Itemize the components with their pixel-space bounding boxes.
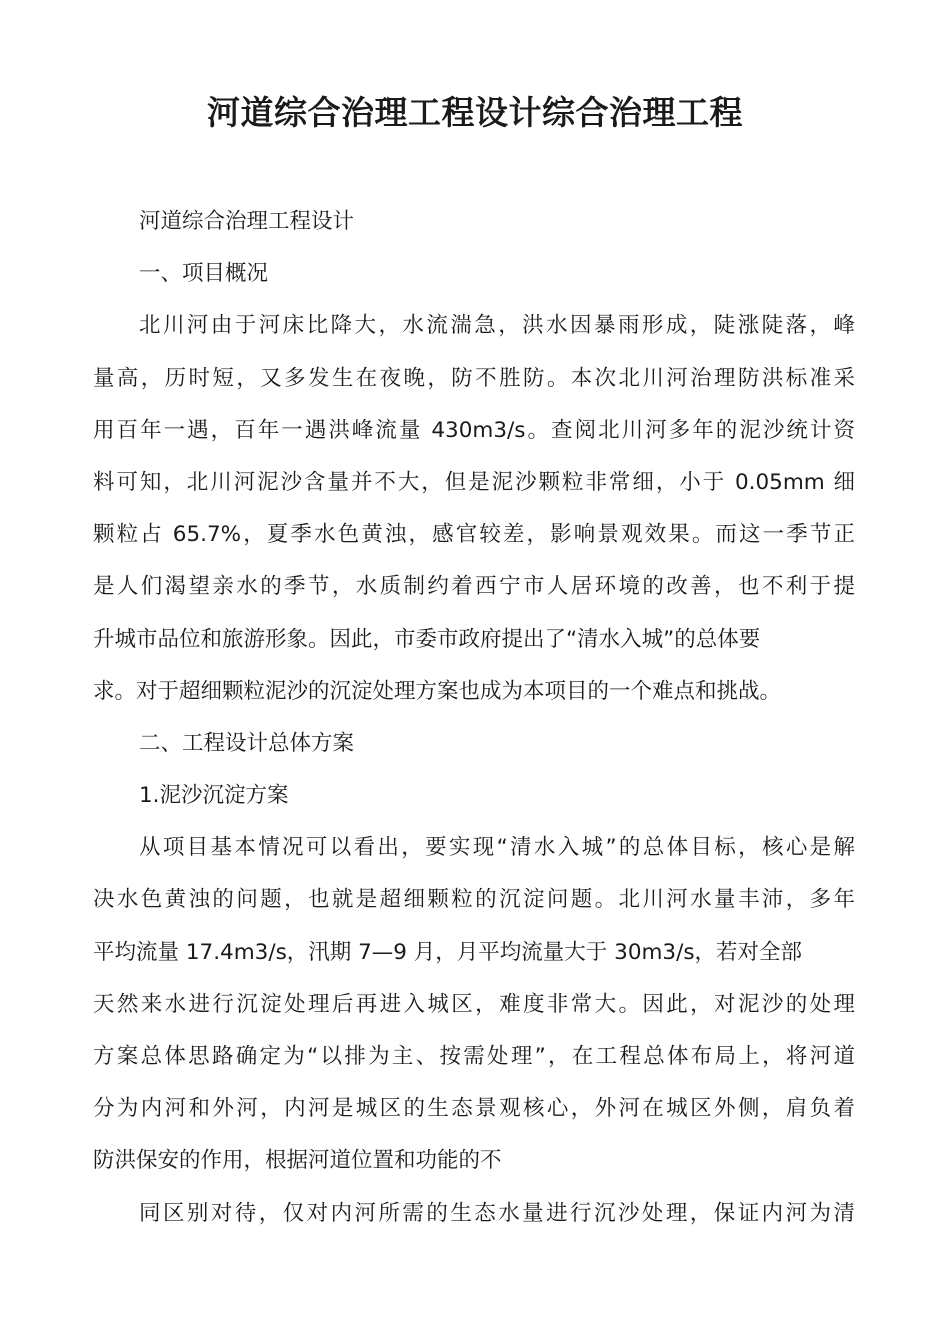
text-line: 平均流量 17.4m3/s，汛期 7—9 月，月平均流量大于 30m3/s，若对全部 [93, 939, 803, 965]
text-line: 料可知，北川河泥沙含量并不大，但是泥沙颗粒非常细，小于 0.05mm 细 [93, 469, 855, 495]
text-line: 分为内河和外河，内河是城区的生态景观核心，外河在城区外侧，肩负着 [93, 1096, 855, 1122]
section-heading: 一、项目概况 [139, 261, 269, 287]
text-line: 方案总体思路确定为“以排为主、按需处理”，在工程总体布局上，将河道 [93, 1044, 855, 1069]
text-line: 颗粒占 65.7%，夏季水色黄浊，感官较差，影响景观效果。而这一季节正 [93, 522, 855, 548]
text-line: 决水色黄浊的问题，也就是超细颗粒的沉淀问题。北川河水量丰沛，多年 [93, 887, 855, 913]
text-line: 是人们渴望亲水的季节，水质制约着西宁市人居环境的改善，也不利于提 [93, 574, 855, 600]
text-line: 量高，历时短，又多发生在夜晚，防不胜防。本次北川河治理防洪标准采 [93, 365, 855, 391]
text-line: 防洪保安的作用，根据河道位置和功能的不 [93, 1148, 502, 1174]
text-line: 天然来水进行沉淀处理后再进入城区，难度非常大。因此，对泥沙的处理 [93, 991, 855, 1017]
text-line: 同区别对待，仅对内河所需的生态水量进行沉沙处理，保证内河为清 [139, 1200, 855, 1226]
subsection-heading: 1.泥沙沉淀方案 [139, 783, 289, 809]
document-title: 河道综合治理工程设计综合治理工程 [207, 93, 743, 132]
text-line: 用百年一遇，百年一遇洪峰流量 430m3/s。查阅北川河多年的泥沙统计资 [93, 417, 855, 443]
text-line: 从项目基本情况可以看出，要实现“清水入城”的总体目标，核心是解 [139, 835, 855, 861]
text-line: 升城市品位和旅游形象。因此，市委市政府提出了“清水入城”的总体要 [93, 626, 761, 652]
document-body [93, 196, 855, 1240]
paragraph-heading: 河道综合治理工程设计 [139, 209, 355, 234]
section-heading: 二、工程设计总体方案 [139, 730, 355, 756]
text-line: 北川河由于河床比降大，水流湍急，洪水因暴雨形成，陡涨陡落，峰 [139, 313, 855, 339]
text-line: 求。对于超细颗粒泥沙的沉淀处理方案也成为本项目的一个难点和挑战。 [93, 678, 782, 704]
